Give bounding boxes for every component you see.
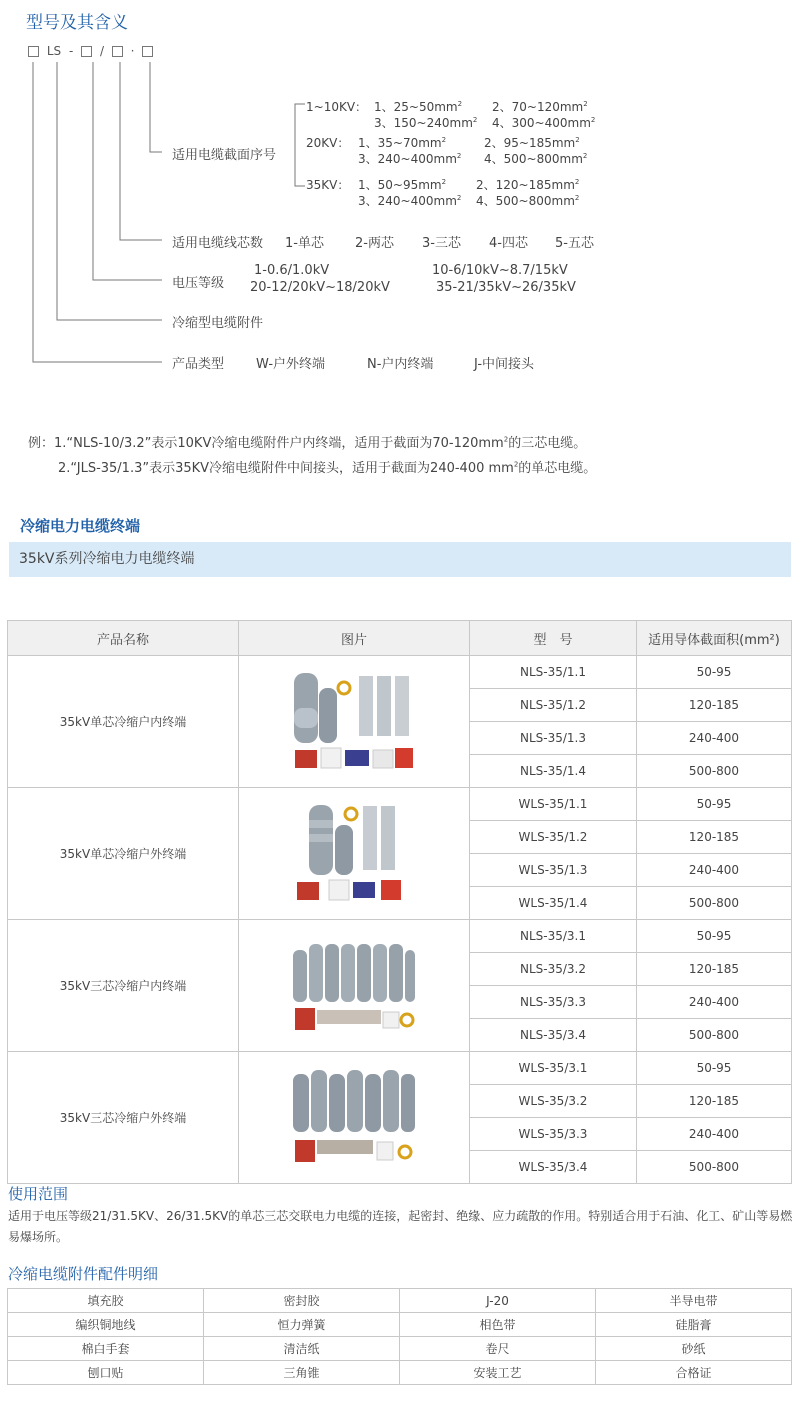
table-row [8, 1313, 792, 1337]
label-section: 适用电缆截面序号 [172, 148, 277, 163]
section-title: 冷缩电力电缆终端 [20, 517, 141, 535]
part-cell: J-20 [400, 1289, 596, 1313]
core-2: 2-两芯 [355, 236, 394, 251]
voltage-1: 1-0.6/1.0kV [254, 263, 330, 278]
product-image-cell [239, 920, 470, 1052]
product-photo-2 [289, 800, 419, 908]
part-cell: 砂纸 [596, 1337, 792, 1361]
type-w: W-户外终端 [256, 357, 326, 372]
scope-text: 适用于电压等级21/31.5KV、26/31.5KV的单芯三芯交联电力电缆的连接，起密封、绝缘、应力疏散的作用。特别适合用于石油、化工、矿山等易燃易爆场所。 [8, 1209, 793, 1244]
core-1: 1-单芯 [285, 236, 324, 251]
product-photo-3 [289, 932, 419, 1040]
product-image-cell [239, 656, 470, 788]
model-cell: WLS-35/1.4 [470, 887, 637, 920]
voltage-4: 35-21/35kV~26/35kV [436, 280, 576, 295]
range-cell: 120-185 [637, 821, 792, 854]
core-4: 4-四芯 [489, 236, 528, 251]
voltage-3: 20-12/20kV~18/20kV [250, 280, 390, 295]
part-cell: 刨口贴 [8, 1361, 204, 1385]
kv20-2b: 4、$500\sim 800mm^2$ [484, 152, 588, 166]
model-cell: WLS-35/1.2 [470, 821, 637, 854]
table-row [8, 1337, 792, 1361]
voltage-2: 10-6/10kV~8.7/15kV [432, 263, 568, 278]
example-2: 2.“JLS-35/1.3”表示35KV冷缩电缆附件中间接头，适用于截面为240-400 $mm^2$的单芯电缆。 [58, 460, 597, 476]
range-cell: 120-185 [637, 1085, 792, 1118]
product-photo-1 [289, 668, 419, 776]
model-cell: NLS-35/3.3 [470, 986, 637, 1019]
kv35-1b: 2、$120\sim 185mm^2$ [476, 178, 580, 192]
part-cell: 填充胶 [8, 1289, 204, 1313]
kv35-2b: 4、$500\sim 800mm^2$ [476, 194, 580, 208]
header-model: 型 号 [470, 621, 637, 656]
range-cell: 120-185 [637, 953, 792, 986]
range-cell: 240-400 [637, 854, 792, 887]
product-photo-4 [289, 1064, 419, 1172]
header-name: 产品名称 [8, 621, 239, 656]
product-image-cell [239, 788, 470, 920]
table-header-row [8, 621, 792, 656]
range-cell: 50-95 [637, 1052, 792, 1085]
model-cell: NLS-35/3.4 [470, 1019, 637, 1052]
parts-title: 冷缩电缆附件配件明细 [8, 1265, 159, 1283]
code-dot: · [130, 44, 135, 58]
range-cell: 500-800 [637, 755, 792, 788]
model-cell: NLS-35/1.1 [470, 656, 637, 689]
range-cell: 50-95 [637, 656, 792, 689]
table-row [8, 656, 792, 689]
kv35-label: 35KV： [306, 178, 350, 192]
kv10-label: 1~10KV： [306, 100, 368, 114]
kv35-2a: 3、$240\sim 400mm^2$ [358, 194, 462, 208]
model-cell: WLS-35/3.4 [470, 1151, 637, 1184]
header-image: 图片 [239, 621, 470, 656]
core-3: 3-三芯 [422, 236, 461, 251]
table-row [8, 1361, 792, 1385]
range-cell: 50-95 [637, 788, 792, 821]
model-cell: WLS-35/1.3 [470, 854, 637, 887]
parts-table [7, 1288, 792, 1385]
code-dash: - [68, 44, 74, 58]
model-cell: WLS-35/3.2 [470, 1085, 637, 1118]
kv10-2a: 3、$150\sim 240mm^2$ [374, 116, 478, 130]
kv10-2b: 4、$300\sim 400mm^2$ [492, 116, 596, 130]
table-row [8, 788, 792, 821]
product-name: 35kV三芯冷缩户外终端 [8, 1052, 239, 1184]
page-title: 型号及其含义 [26, 13, 128, 33]
range-cell: 240-400 [637, 986, 792, 1019]
range-cell: 240-400 [637, 722, 792, 755]
model-cell: WLS-35/3.1 [470, 1052, 637, 1085]
part-cell: 相色带 [400, 1313, 596, 1337]
part-cell: 卷尺 [400, 1337, 596, 1361]
range-cell: 500-800 [637, 1019, 792, 1052]
part-cell: 安装工艺 [400, 1361, 596, 1385]
model-cell: WLS-35/1.1 [470, 788, 637, 821]
model-cell: NLS-35/1.4 [470, 755, 637, 788]
subtitle-bar: 35kV系列冷缩电力电缆终端 [9, 542, 791, 577]
product-image-cell [239, 1052, 470, 1184]
table-row [8, 920, 792, 953]
part-cell: 三角锥 [204, 1361, 400, 1385]
model-cell: NLS-35/1.2 [470, 689, 637, 722]
product-table [7, 620, 792, 1184]
part-cell: 棉白手套 [8, 1337, 204, 1361]
label-cold-shrink: 冷缩型电缆附件 [172, 316, 264, 331]
kv20-1b: 2、$95\sim 185mm^2$ [484, 136, 580, 150]
type-j: J-中间接头 [474, 357, 535, 372]
range-cell: 500-800 [637, 887, 792, 920]
part-cell: 密封胶 [204, 1289, 400, 1313]
example-1: 例：1.“NLS-10/3.2”表示10KV冷缩电缆附件户内终端，适用于截面为$70-120mm^2$的三芯电缆。 [28, 435, 587, 451]
product-name: 35kV单芯冷缩户内终端 [8, 656, 239, 788]
product-name: 35kV三芯冷缩户内终端 [8, 920, 239, 1052]
part-cell: 合格证 [596, 1361, 792, 1385]
label-voltage: 电压等级 [172, 276, 225, 291]
model-cell: NLS-35/3.2 [470, 953, 637, 986]
kv20-2a: 3、$240\sim 400mm^2$ [358, 152, 462, 166]
kv20-1a: 1、$35\sim 70mm^2$ [358, 136, 447, 150]
model-cell: WLS-35/3.3 [470, 1118, 637, 1151]
kv10-1a: 1、$25\sim 50mm^2$ [374, 100, 463, 114]
label-cores: 适用电缆线芯数 [172, 236, 264, 251]
type-n: N-户内终端 [367, 357, 434, 372]
core-5: 5-五芯 [555, 236, 594, 251]
part-cell: 半导电带 [596, 1289, 792, 1313]
label-type: 产品类型 [172, 357, 225, 372]
header-section: 适用导体截面积(mm²) [637, 621, 792, 656]
model-cell: NLS-35/3.1 [470, 920, 637, 953]
scope-title: 使用范围 [8, 1185, 69, 1203]
table-row [8, 1052, 792, 1085]
code-ls: LS [46, 44, 62, 58]
part-cell: 恒力弹簧 [204, 1313, 400, 1337]
product-name: 35kV单芯冷缩户外终端 [8, 788, 239, 920]
range-cell: 500-800 [637, 1151, 792, 1184]
part-cell: 编织铜地线 [8, 1313, 204, 1337]
kv10-1b: 2、$70\sim 120mm^2$ [492, 100, 588, 114]
kv35-1a: 1、$50\sim 95mm^2$ [358, 178, 447, 192]
range-cell: 240-400 [637, 1118, 792, 1151]
part-cell: 硅脂膏 [596, 1313, 792, 1337]
range-cell: 50-95 [637, 920, 792, 953]
model-cell: NLS-35/1.3 [470, 722, 637, 755]
table-row [8, 1289, 792, 1313]
range-cell: 120-185 [637, 689, 792, 722]
code-slash: / [99, 44, 105, 58]
kv20-label: 20KV： [306, 136, 350, 150]
part-cell: 清洁纸 [204, 1337, 400, 1361]
